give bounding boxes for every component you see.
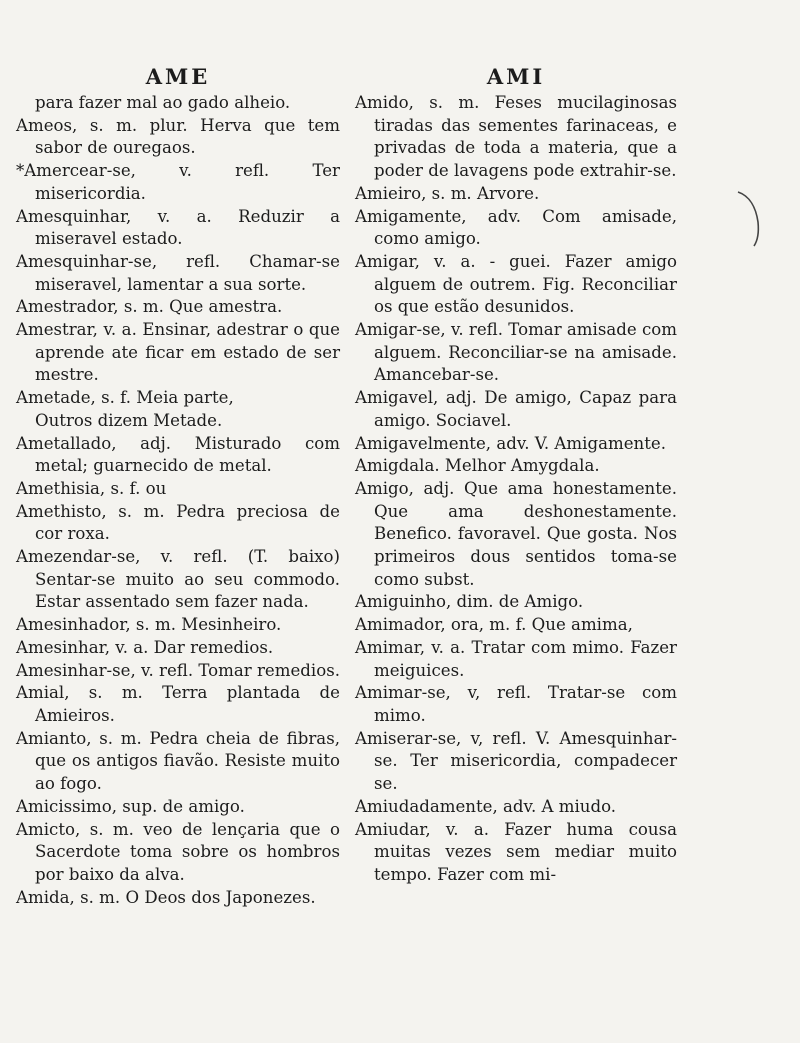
right-column <box>355 62 677 887</box>
dictionary-entry: Amestrar, v. a. Ensinar, adestrar o que aprende ate ficar em estado de ser mestre. <box>16 320 340 385</box>
dictionary-entry: Amigamente, adv. Com amisade, como amigo. <box>355 206 677 249</box>
dictionary-entry: Amiudar, v. a. Fazer huma cousa muitas vezes sem mediar muito tempo. Fazer com mi- <box>355 819 677 884</box>
dictionary-entry: Amiudadamente, adv. A miudo. <box>355 796 617 816</box>
dictionary-entry: Amimador, ora, m. f. Que amima, <box>355 615 633 635</box>
left-column <box>16 62 340 909</box>
dictionary-entry: Amial, s. m. Terra plantada de Amieiros. <box>16 683 340 725</box>
dictionary-entry: Amethisto, s. m. Pedra preciosa de cor roxa. <box>16 501 340 544</box>
dictionary-entry: Amigavel, adj. De amigo, Capaz para amigo. Sociavel. <box>355 388 677 430</box>
dictionary-entry: Amigar, v. a. - guei. Fazer amigo alguem de outrem. Fig. Reconciliar os que estão desunidos. <box>355 251 677 317</box>
dictionary-entry: Ametade, s. f. Meia parte, <box>16 388 234 408</box>
dictionary-entry: Amianto, s. m. Pedra cheia de fibras, que os antigos fiavão. Resiste muito ao fogo. <box>16 728 340 794</box>
dictionary-entry: *Amercear-se, v. refl. Ter misericordia. <box>16 161 340 203</box>
dictionary-entry: Ameos, s. m. plur. Herva que tem sabor de ouregaos. <box>16 115 340 158</box>
dictionary-entry: Amezendar-se, v. refl. (T. baixo) Sentar-se muito ao seu commodo. Estar assentado sem fazer nada. <box>16 547 340 612</box>
dictionary-entry: Amesinhar, v. a. Dar remedios. <box>16 637 274 657</box>
left-column-header: AME <box>145 64 211 89</box>
dictionary-entry: Amicto, s. m. veo de lençaria que o Sacerdote toma sobre os hombros por baixo da alva. <box>16 819 340 884</box>
left-entries <box>16 92 340 909</box>
dictionary-entry: Amesquinhar, v. a. Reduzir a miseravel estado. <box>16 206 340 249</box>
dictionary-entry: Amicissimo, sup. de amigo. <box>16 796 245 816</box>
right-entries <box>355 92 677 887</box>
dictionary-entry: Amesinhador, s. m. Mesinheiro. <box>16 615 282 635</box>
dictionary-entry: Amimar-se, v, refl. Tratar-se com mimo. <box>355 683 677 725</box>
dictionary-entry: Amieiro, s. m. Arvore. <box>355 183 540 203</box>
dictionary-entry: Amida, s. m. O Deos dos Japonezes. <box>16 887 316 907</box>
margin-pencil-mark <box>736 188 766 248</box>
dictionary-entry: Amigavelmente, adv. V. Amigamente. <box>355 433 666 453</box>
dictionary-entry: Amido, s. m. Feses mucilaginosas tiradas das sementes farinaceas, e privadas de toda a materia, que a poder de lavagens pode extrahir-se. <box>355 93 677 181</box>
dictionary-entry: Amesinhar-se, v. refl. Tomar remedios. <box>16 660 340 680</box>
dictionary-entry: Outros dizem Metade. <box>35 410 223 430</box>
dictionary-entry: para fazer mal ao gado alheio. <box>35 93 291 112</box>
dictionary-entry: Ametallado, adj. Misturado com metal; guarnecido de metal. <box>16 433 340 476</box>
dictionary-entry: Amiguinho, dim. de Amigo. <box>355 592 584 612</box>
dictionary-entry: Amigo, adj. Que ama honestamente. Que ama deshonestamente. Benefico. favoravel. Que gosta. Nos primeiros dous sentidos toma-se como subst. <box>355 478 677 589</box>
dictionary-entry: Amigdala. Melhor Amygdala. <box>355 456 600 476</box>
dictionary-entry: Amigar-se, v. refl. Tomar amisade com alguem. Reconciliar-se na amisade. Amancebar-se. <box>355 320 677 385</box>
dictionary-entry: Amethisia, s. f. ou <box>16 478 167 498</box>
dictionary-entry: Amestrador, s. m. Que amestra. <box>16 297 283 317</box>
dictionary-entry: Amesquinhar-se, refl. Chamar-se miseravel, lamentar a sua sorte. <box>16 251 340 294</box>
dictionary-entry: Amimar, v. a. Tratar com mimo. Fazer meiguices. <box>355 637 677 680</box>
dictionary-entry: Amiserar-se, v, refl. V. Amesquinhar-se. Ter misericordia, compadecer se. <box>355 728 677 794</box>
right-column-header: AMI <box>486 64 546 89</box>
